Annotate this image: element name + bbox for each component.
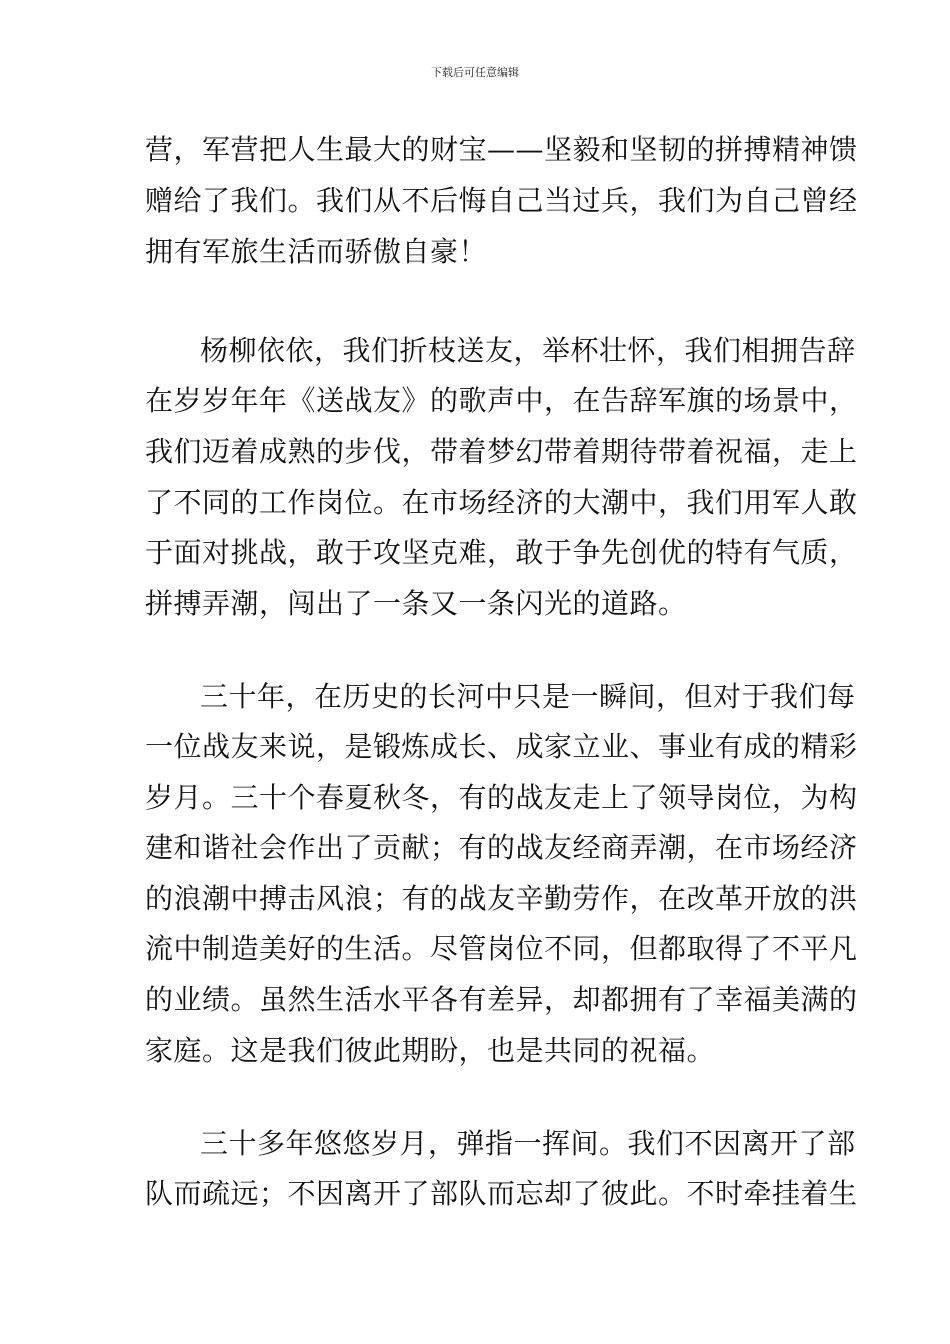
paragraph-2-line-5: 于面对挑战，敢于攻坚克难，敢于争先创优的特有气质， [145,536,858,569]
paragraph-1-line-2: 赠给了我们。我们从不后悔自己当过兵，我们为自己曾经 [145,184,858,217]
paragraph-2-line-6: 拼搏弄潮，闯出了一条又一条闪光的道路。 [145,587,687,620]
paragraph-1-line-3: 拥有军旅生活而骄傲自豪！ [145,235,488,268]
header-note: 下载后可任意编辑 [431,66,519,79]
paragraph-3-line-6: 流中制造美好的生活。尽管岗位不同，但都取得了不平凡 [145,932,858,965]
paragraph-3-line-7: 的业绩。虽然生活水平各有差异，却都拥有了幸福美满的 [145,983,858,1016]
paragraph-2-line-4: 了不同的工作岗位。在市场经济的大潮中，我们用军人敢 [145,486,858,519]
paragraph-1-line-1: 营，军营把人生最大的财宝——坚毅和坚韧的拼搏精神馈 [145,133,858,166]
paragraph-2-line-2: 在岁岁年年《送战友》的歌声中，在告辞军旗的场景中， [145,384,858,417]
paragraph-3-line-3: 岁月。三十个春夏秋冬，有的战友走上了领导岗位，为构 [145,781,858,814]
paragraph-3-line-2: 一位战友来说，是锻炼成长、成家立业、事业有成的精彩 [145,730,858,763]
paragraph-4-line-2: 队而疏远；不因离开了部队而忘却了彼此。不时牵挂着生 [145,1177,858,1210]
paragraph-4-line-1: 三十多年悠悠岁月，弹指一挥间。我们不因离开了部 [200,1127,856,1160]
paragraph-3-line-8: 家庭。这是我们彼此期盼，也是共同的祝福。 [145,1034,716,1067]
paragraph-3-line-4: 建和谐社会作出了贡献；有的战友经商弄潮，在市场经济 [145,831,858,864]
paragraph-3-line-1: 三十年，在历史的长河中只是一瞬间，但对于我们每 [200,680,856,713]
paragraph-2-line-3: 我们迈着成熟的步伐，带着梦幻带着期待带着祝福，走上 [145,435,858,468]
paragraph-2-line-1: 杨柳依依，我们折枝送友，举杯壮怀，我们相拥告辞 [200,334,856,367]
paragraph-3-line-5: 的浪潮中搏击风浪；有的战友辛勤劳作，在改革开放的洪 [145,882,858,915]
